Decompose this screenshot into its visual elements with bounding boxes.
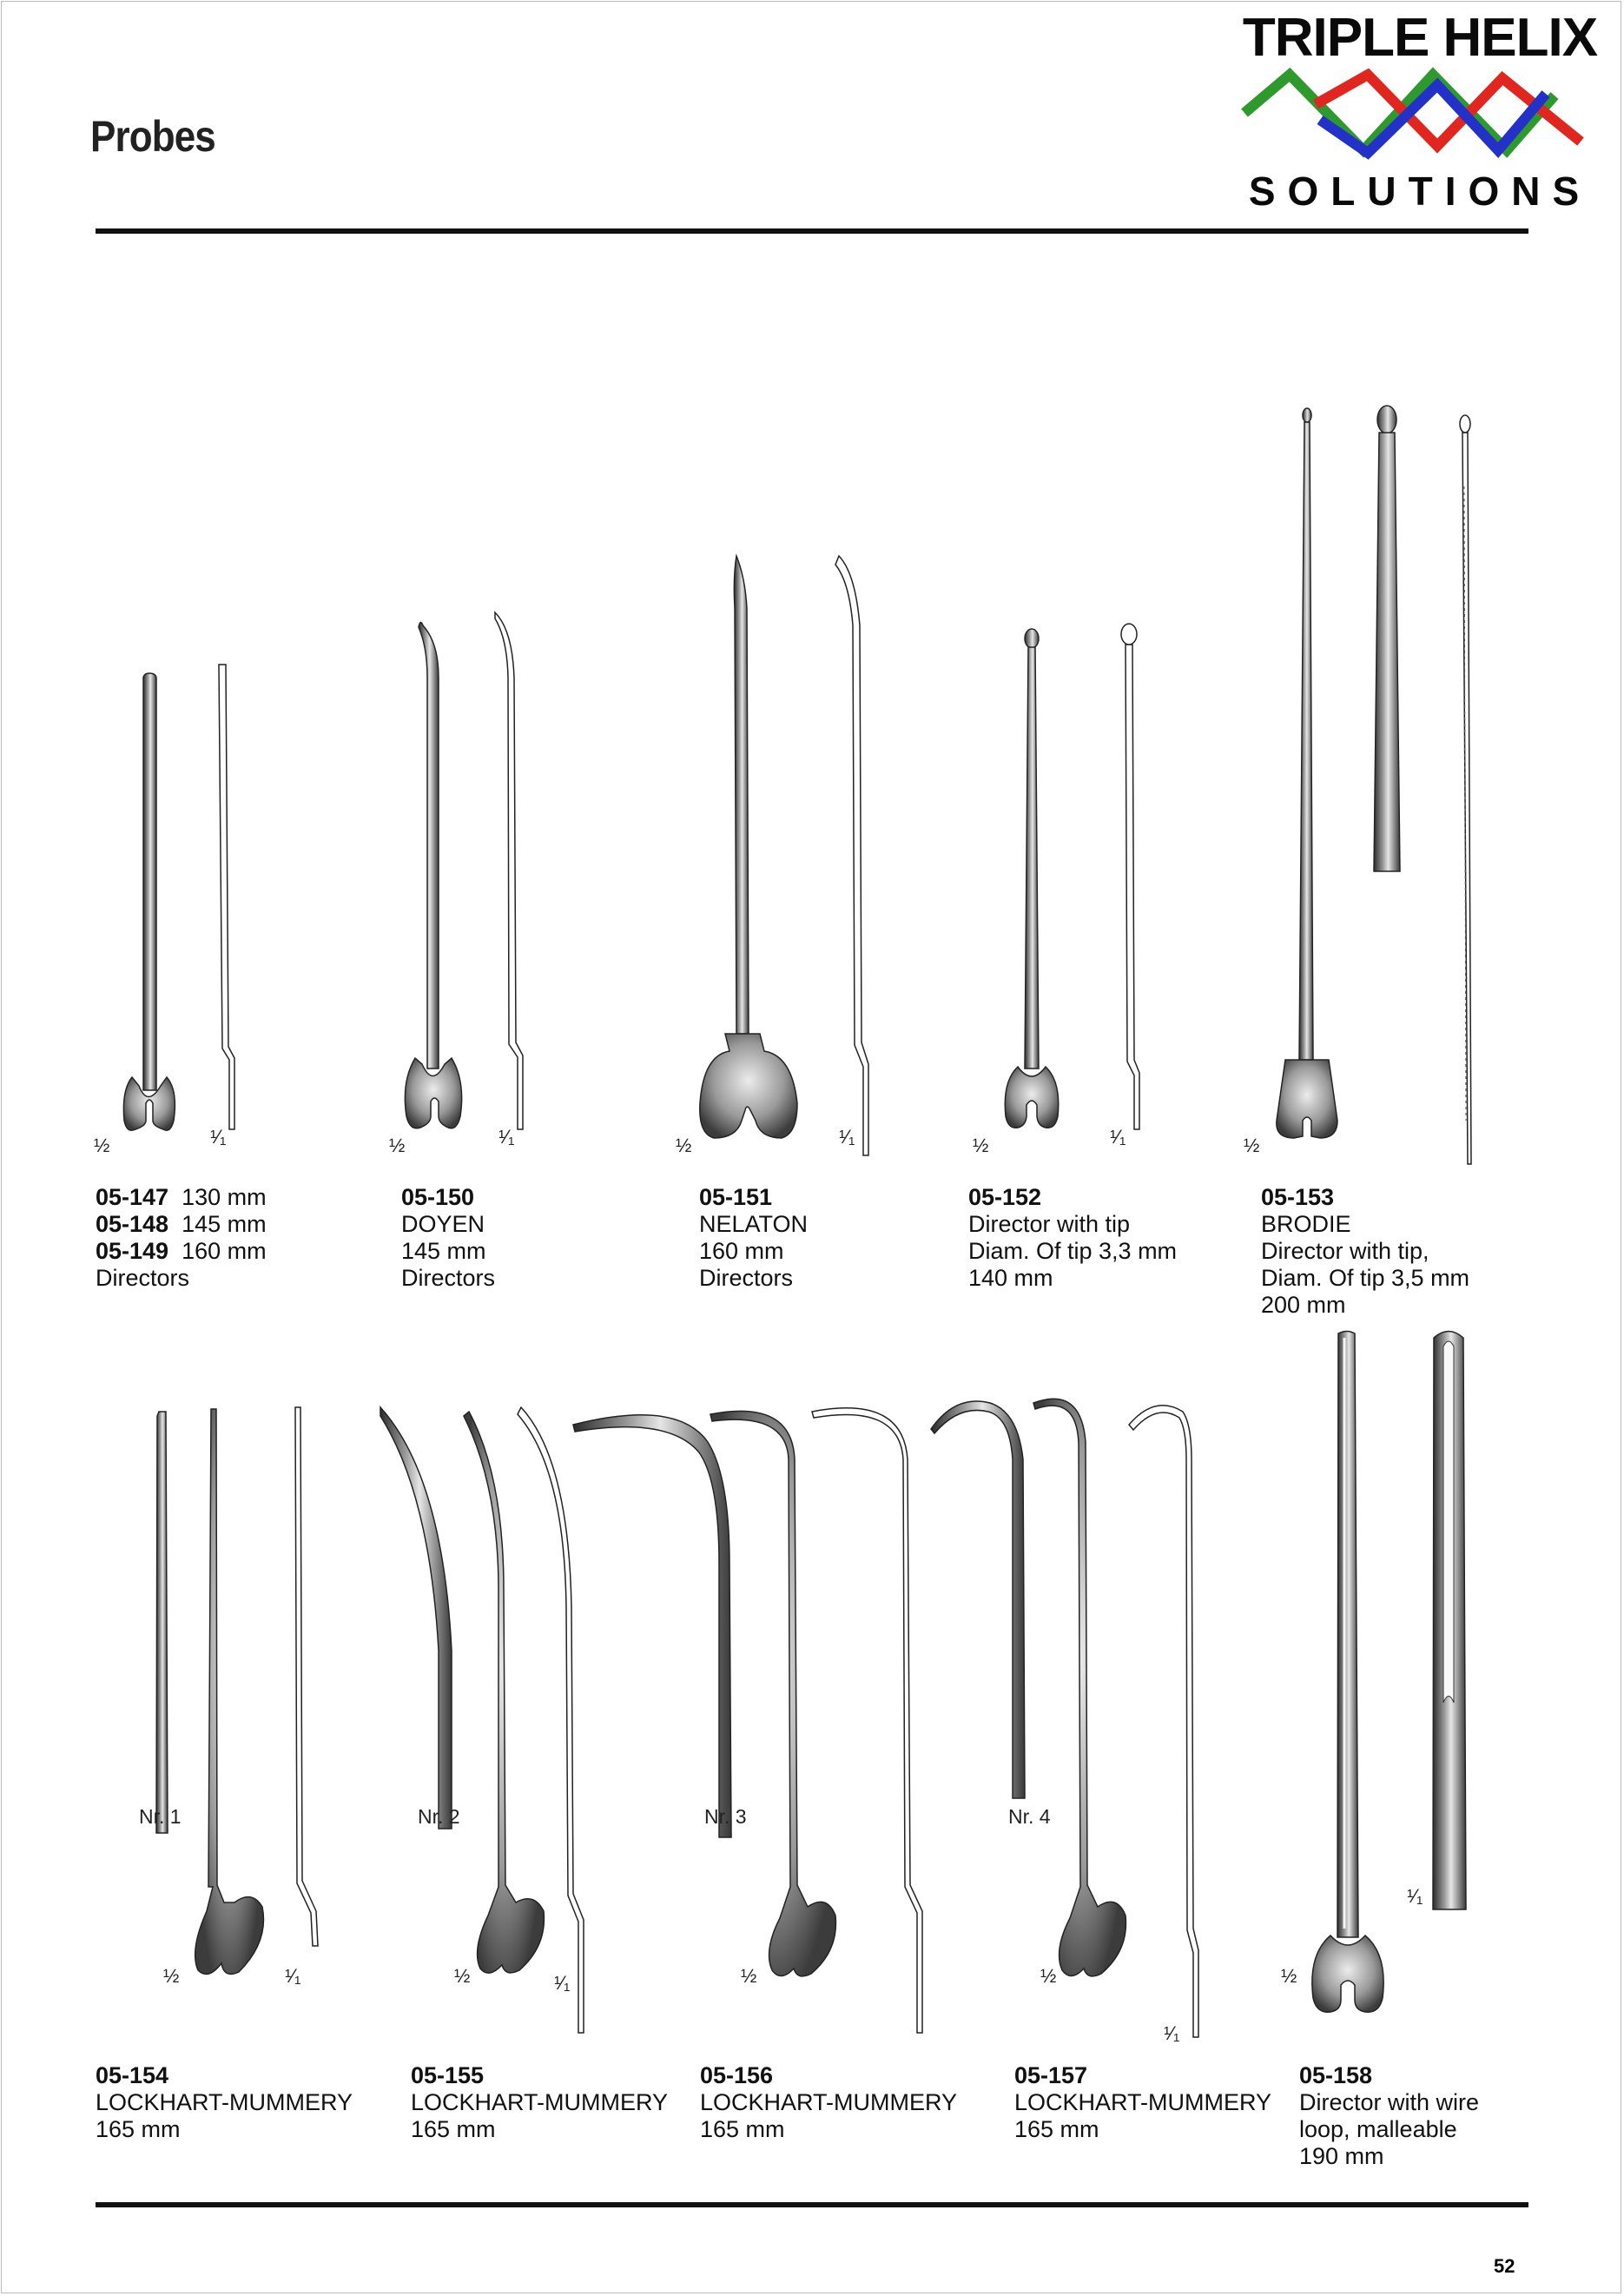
product-line (411, 2062, 668, 2089)
scale-half: ½ (163, 1965, 180, 1987)
product-text: 145 mm (401, 1238, 486, 1264)
product-line (968, 1211, 1177, 1238)
product-label (699, 1184, 808, 1292)
product-label (1014, 2062, 1271, 2143)
product-text: 165 mm (700, 2116, 785, 2142)
product-line (1014, 2062, 1271, 2089)
product-line (96, 1238, 267, 1265)
product-line (401, 1211, 495, 1238)
probe-05-158-illustration (1312, 1332, 1466, 2013)
product-code: 05-151 (699, 1184, 773, 1210)
probe-05-157-illustration (931, 1399, 1198, 2037)
product-code: 05-156 (700, 2062, 774, 2088)
product-label (96, 2062, 353, 2143)
product-text: Director with wire (1299, 2089, 1480, 2115)
brand-name-bottom: SOLUTIONS (1248, 169, 1592, 214)
scale-half: ½ (973, 1135, 989, 1156)
scale-half: ½ (389, 1135, 406, 1156)
product-code: 05-149 (96, 1238, 169, 1264)
product-text: 200 mm (1261, 1292, 1346, 1318)
brand-name-top: TRIPLE HELIX (1242, 8, 1598, 68)
product-text: DOYEN (401, 1211, 485, 1237)
product-line (700, 2089, 957, 2116)
probe-05-150-illustration (405, 612, 523, 1129)
scale-half: ½ (454, 1965, 471, 1987)
footer-rule (96, 2202, 1528, 2207)
scale-one: ¹⁄₁ (839, 1126, 855, 1148)
product-text: 165 mm (96, 2116, 181, 2142)
product-text: LOCKHART-MUMMERY (411, 2089, 669, 2115)
product-line (401, 1265, 495, 1292)
product-line (968, 1184, 1177, 1211)
page-number: 52 (1494, 2255, 1515, 2277)
product-text: 145 mm (182, 1211, 267, 1237)
product-text: 165 mm (411, 2116, 496, 2142)
probe-05-155-illustration (380, 1407, 584, 2033)
scale-one: ¹⁄₁ (210, 1126, 227, 1148)
product-label (401, 1184, 495, 1292)
scale-one: ¹⁄₁ (285, 1965, 301, 1987)
product-line (1299, 2143, 1479, 2170)
product-code: 05-157 (1014, 2062, 1088, 2088)
product-line (699, 1265, 808, 1292)
probe-05-153-illustration (1277, 406, 1471, 1164)
scale-half: ½ (1281, 1965, 1297, 1987)
product-line (401, 1238, 495, 1265)
product-code: 05-155 (411, 2062, 485, 2088)
product-line (968, 1265, 1177, 1292)
product-text: LOCKHART-MUMMERY (1014, 2089, 1272, 2115)
product-line (96, 2116, 353, 2143)
product-line (700, 2116, 957, 2143)
product-line (411, 2116, 668, 2143)
product-label (1299, 2062, 1479, 2170)
product-line (401, 1184, 495, 1211)
product-line (1261, 1292, 1469, 1319)
scale-one: ¹⁄₁ (498, 1126, 515, 1148)
probe-05-152-illustration (1005, 624, 1139, 1129)
product-line (1299, 2089, 1479, 2116)
product-code: 05-148 (96, 1211, 169, 1237)
product-label (700, 2062, 957, 2143)
page-title: Probes (90, 112, 215, 161)
tip-number: Nr. 4 (1008, 1805, 1051, 1828)
product-label (411, 2062, 668, 2143)
product-text: Diam. Of tip 3,3 mm (968, 1238, 1178, 1264)
scale-half: ½ (94, 1135, 110, 1156)
product-text: BRODIE (1261, 1211, 1351, 1237)
product-text: Diam. Of tip 3,5 mm (1261, 1265, 1470, 1291)
probe-05-147-illustration (123, 665, 234, 1130)
product-line (699, 1238, 808, 1265)
product-line (968, 1238, 1177, 1265)
probe-05-156-illustration (573, 1408, 922, 2033)
product-line (1261, 1238, 1469, 1265)
product-line (1261, 1184, 1469, 1211)
scale-one: ¹⁄₁ (554, 1972, 571, 1994)
scale-one: ¹⁄₁ (1164, 2022, 1180, 2044)
product-line (1299, 2116, 1479, 2143)
product-line (700, 2062, 957, 2089)
scale-half: ½ (1244, 1135, 1260, 1156)
product-line (699, 1184, 808, 1211)
tip-number: Nr. 3 (704, 1805, 747, 1828)
product-label (96, 1184, 267, 1292)
product-line (96, 2089, 353, 2116)
product-text: loop, malleable (1299, 2116, 1457, 2142)
product-code: 05-152 (968, 1184, 1042, 1210)
tip-number: Nr. 1 (139, 1805, 182, 1828)
product-label (1261, 1184, 1469, 1319)
tip-number: Nr. 2 (418, 1805, 460, 1828)
scale-one: ¹⁄₁ (1407, 1885, 1423, 1907)
product-text: NELATON (699, 1211, 809, 1237)
product-line (96, 1265, 267, 1292)
product-code: 05-150 (401, 1184, 475, 1210)
product-text: 190 mm (1299, 2143, 1384, 2169)
probe-05-151-illustration (700, 556, 868, 1155)
product-text: 165 mm (1014, 2116, 1099, 2142)
product-text: Directors (699, 1265, 794, 1291)
product-code: 05-147 (96, 1184, 169, 1210)
product-text: Directors (96, 1265, 190, 1291)
product-text: 160 mm (182, 1238, 267, 1264)
product-code: 05-154 (96, 2062, 169, 2088)
scale-one: ¹⁄₁ (1110, 1126, 1126, 1148)
product-line (96, 1211, 267, 1238)
scale-half: ½ (1040, 1965, 1057, 1987)
product-line (1014, 2089, 1271, 2116)
scale-half: ½ (741, 1965, 757, 1987)
product-line (1014, 2116, 1271, 2143)
product-text: Director with tip (968, 1211, 1131, 1237)
probe-05-154-illustration (156, 1407, 318, 1975)
product-code: 05-158 (1299, 2062, 1373, 2088)
product-text: 130 mm (182, 1184, 267, 1210)
product-line (699, 1211, 808, 1238)
product-line (1299, 2062, 1479, 2089)
product-text: Director with tip, (1261, 1238, 1429, 1264)
product-line (96, 2062, 353, 2089)
product-line (1261, 1265, 1469, 1292)
product-code: 05-153 (1261, 1184, 1335, 1210)
product-line (1261, 1211, 1469, 1238)
product-line (96, 1184, 267, 1211)
product-line (411, 2089, 668, 2116)
scale-half: ½ (676, 1135, 692, 1156)
product-text: 160 mm (699, 1238, 784, 1264)
product-text: LOCKHART-MUMMERY (96, 2089, 353, 2115)
product-text: Directors (401, 1265, 496, 1291)
product-text: 140 mm (968, 1265, 1053, 1291)
product-label (968, 1184, 1177, 1292)
product-text: LOCKHART-MUMMERY (700, 2089, 958, 2115)
